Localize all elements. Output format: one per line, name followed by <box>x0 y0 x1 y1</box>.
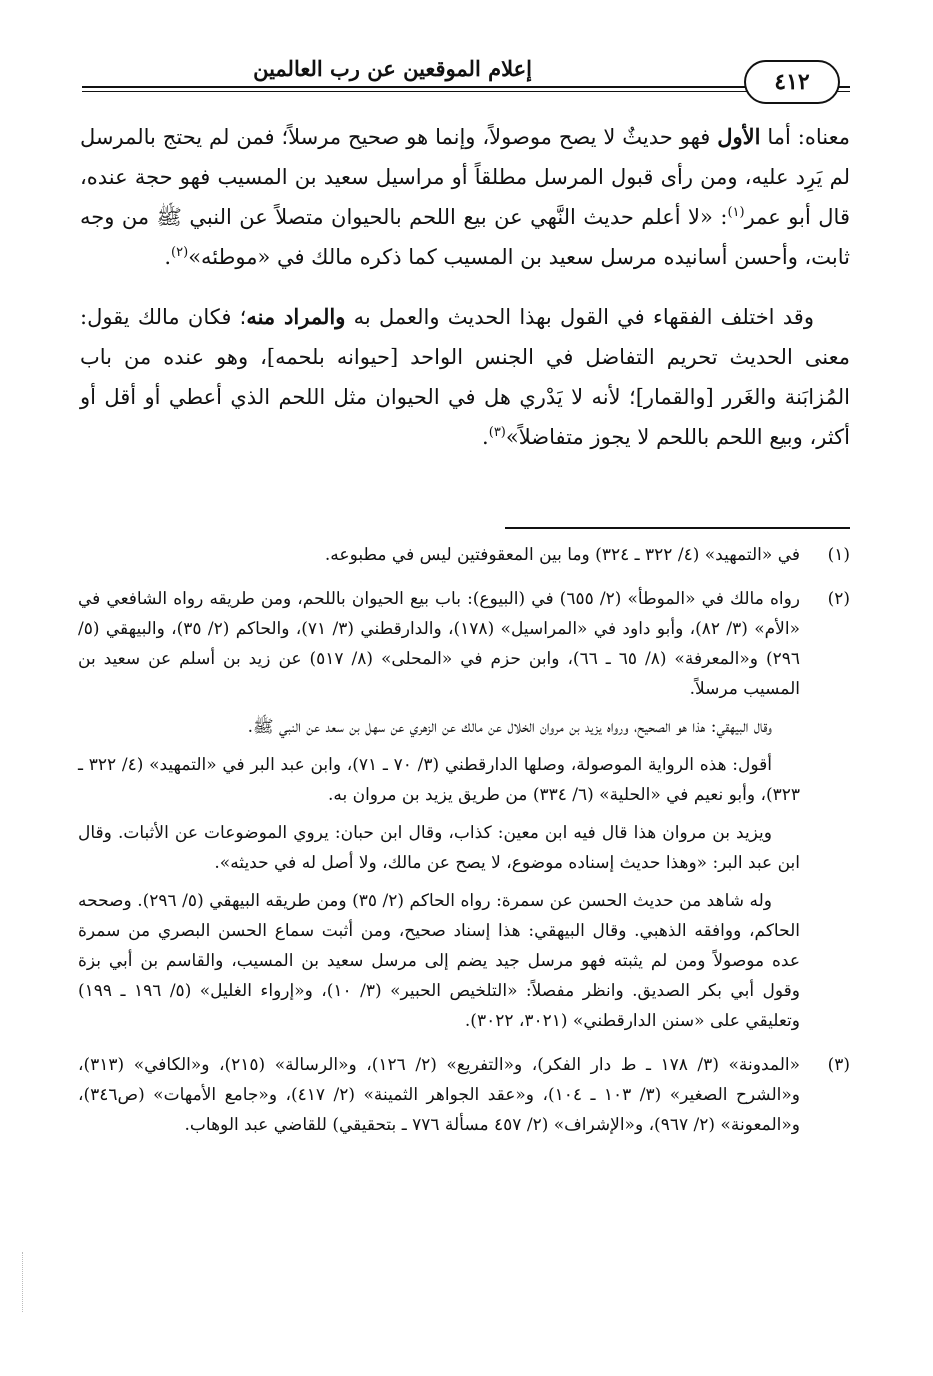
bold-term-first: الأول <box>717 124 761 149</box>
text-run: ؛ فكان مالك يقول: معنى الحديث تحريم التفاضل في الجنس الواحد [حيوانه بلحمه]، وهو عنده من باب المُزابَنة والغَرر [والقمار]؛ لأنه لا يَدْري هل في الحيوان مثل اللحم الذي أعطي أو أقل أو أكثر، وبيع اللحم باللحم لا يجوز متفاضلاً» <box>80 305 850 449</box>
text-run: . <box>482 425 489 449</box>
footnote-number: (١) <box>827 545 850 565</box>
footnote-ref-1[interactable]: (١) <box>727 205 745 220</box>
footnote-3 <box>78 1050 850 1148</box>
footnotes <box>78 540 850 1154</box>
text-run: فهو حديثٌ لا يصح موصولاً، وإنما هو صحيح مرسلاً؛ فمن لم يحتج بالمرسل لم يَرِد عليه، ومن رأى قبول المرسل مطلقاً أو مراسيل سعيد بن المسيب فهو حجة عنده، قال أبو عمر <box>80 125 850 229</box>
footnote-body <box>78 1050 800 1148</box>
footnote-body <box>78 540 800 578</box>
footnote-paragraph: أقول: هذه الرواية الموصولة، وصلها الدارقطني (٣/ ٧٠ ـ ٧١)، وابن عبد البر في «التمهيد» (٤/ ٣٢٢ ـ ٣٢٣)، وأبو نعيم في «الحلية» (٦/ ٣٣٤) من طريق يزيد بن مروان به. <box>78 755 800 805</box>
footnote-ref-3[interactable]: (٣) <box>488 425 506 440</box>
text-run: . <box>164 245 172 269</box>
footnote-paragraph: في «التمهيد» (٤/ ٣٢٢ ـ ٣٢٤) وما بين المعقوفتين ليس في مطبوعه. <box>324 545 800 565</box>
paragraph-2 <box>80 297 850 457</box>
header-rule <box>82 86 850 88</box>
paragraph-1 <box>80 117 850 277</box>
footnote-2 <box>78 584 850 1044</box>
footnote-number: (٢) <box>827 589 850 609</box>
text-run: : «لا أعلم حديث النَّهي عن بيع اللحم بالحيوان متصلاً عن النبي ﷺ من وجه ثابت، وأحسن أسانيده مرسل سعيد بن المسيب كما ذكره مالك في «موطئه» <box>80 205 850 269</box>
page-number: ٤١٢ <box>744 60 840 104</box>
footnote-ref-2[interactable]: (٢) <box>171 245 189 260</box>
scan-margin-mark <box>22 1252 24 1312</box>
footnote-paragraph: وله شاهد من حديث الحسن عن سمرة: رواه الحاكم (٢/ ٣٥) ومن طريقه البيهقي (٥/ ٢٩٦). وصححه الحاكم، ووافقه الذهبي. وقال البيهقي: هذا إسناد صحيح، ومن أثبت سماع الحسن البصري من سمرة عده موصولاً ومن لم يثبته فهو مرسل جيد يضم إلى مرسل سعيد بن المسيب، والقاسم بن أبي بزة وقول أبي بكر الصديق. وانظر مفصلاً: «التلخيص الحبير» (٣/ ١٠)، و«إرواء الغليل» (٥/ ١٩٦ ـ ١٩٩) وتعليقي على «سنن الدارقطني» (٣٠٢١، ٣٠٢٢). <box>78 891 800 1031</box>
footnote-number: (٣) <box>827 1055 850 1075</box>
running-title: إعلام الموقعين عن رب العالمين <box>253 56 532 81</box>
bold-term-meaning: والمراد منه <box>246 304 346 329</box>
footnote-1 <box>78 540 850 578</box>
footnote-body <box>78 584 800 1044</box>
footnote-paragraph: رواه مالك في «الموطأ» (٢/ ٦٥٥) في (البيوع): باب بيع الحيوان باللحم، ومن طريقه رواه الشافعي في «الأم» (٣/ ٨٢)، وأبو داود في «المراسيل» (١٧٨)، والدارقطني (٣/ ٧١)، والحاكم (٢/ ٣٥)، والبيهقي (٥/ ٢٩٦) و«المعرفة» (٨/ ٦٥ ـ ٦٦)، وابن حزم في «المحلى» (٨/ ٥١٧) عن زيد بن أسلم عن سعيد بن المسيب مرسلاً. <box>78 589 800 699</box>
header-rule-thin <box>82 91 850 92</box>
footnote-separator <box>505 527 850 529</box>
text-run: معناه: أما <box>760 125 850 149</box>
footnote-paragraph: وقال البيهقي: هذا هو الصحيح، ورواه يزيد بن مروان الخلال عن مالك عن الزهري عن سهل بن سعد عن النبي ﷺ. <box>247 717 772 737</box>
footnote-paragraph: «المدونة» (٣/ ١٧٨ ـ ط دار الفكر)، و«التفريع» (٢/ ١٢٦)، و«الرسالة» (٢١٥)، و«الكافي» (٣١٣)، و«الشرح الصغير» (٣/ ١٠٣ ـ ١٠٤)، و«عقد الجواهر الثمينة» (٢/ ٤١٧)، و«جامع الأمهات» (ص٣٤٦)، و«المعونة» (٢/ ٩٦٧)، و«الإشراف» (٢/ ٤٥٧ مسألة ٧٧٦ ـ بتحقيقي) للقاضي عبد الوهاب. <box>78 1055 800 1135</box>
text-run: وقد اختلف الفقهاء في القول بهذا الحديث والعمل به <box>345 305 814 329</box>
main-text <box>80 117 850 477</box>
footnote-paragraph: ويزيد بن مروان هذا قال فيه ابن معين: كذاب، وقال ابن حبان: يروي الموضوعات عن الأثبات. وقال ابن عبد البر: «وهذا حديث إسناده موضوع، لا يصح عن مالك، ولا أصل له في حديثه». <box>78 823 800 873</box>
page-header <box>60 48 850 108</box>
